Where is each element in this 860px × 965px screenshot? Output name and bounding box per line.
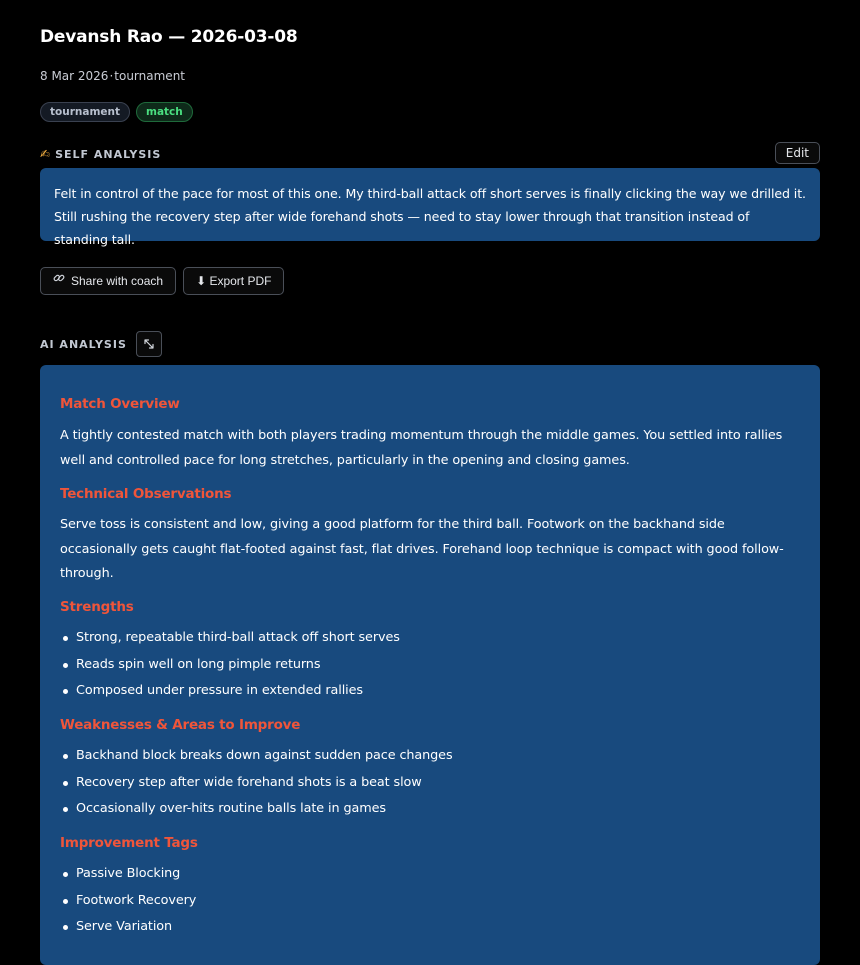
technical-observations-heading: Technical Observations — [60, 486, 232, 502]
list-item: Passive Blocking — [76, 861, 196, 888]
improvement-tags-list — [60, 861, 196, 941]
list-item: Backhand block breaks down against sudden pace changes — [76, 743, 453, 770]
page-title: Devansh Rao — 2026-03-08 — [40, 27, 298, 47]
share-label: Share with coach — [71, 274, 164, 288]
ai-analysis-header — [40, 331, 162, 357]
weaknesses-list — [60, 743, 453, 823]
self-analysis-text: Felt in control of the pace for most of this one. My third-ball attack off short serves is finally clicking the way we drilled it. Still rushing the recovery step after wide forehand shots — need to stay lower through that transition instead of standing tall. — [40, 168, 820, 241]
list-item: Recovery step after wide forehand shots is a beat slow — [76, 770, 453, 797]
ai-analysis-panel — [40, 365, 820, 965]
action-bar — [40, 267, 284, 295]
list-item: Occasionally over-hits routine balls late in games — [76, 796, 453, 823]
expand-icon — [143, 338, 155, 350]
tag-tournament: tournament — [40, 102, 130, 122]
expand-button[interactable] — [136, 331, 162, 357]
strengths-list — [60, 625, 400, 705]
list-item: Reads spin well on long pimple returns — [76, 652, 400, 679]
ai-analysis-label: AI ANALYSIS — [40, 337, 127, 351]
weaknesses-heading: Weaknesses & Areas to Improve — [60, 717, 301, 733]
self-analysis-header — [40, 145, 820, 167]
writing-hand-icon: ✍ — [40, 147, 51, 161]
session-type: tournament — [114, 69, 185, 83]
tag-list — [40, 102, 193, 122]
list-item: Footwork Recovery — [76, 888, 196, 915]
self-analysis-label: SELF ANALYSIS — [55, 147, 162, 161]
export-pdf-button[interactable] — [183, 267, 284, 295]
edit-button[interactable]: Edit — [775, 142, 820, 164]
match-overview-text: A tightly contested match with both players trading momentum through the middle games. You settled into rallies well and controlled pace for long stretches, particularly in the opening and closing games. — [60, 428, 783, 468]
session-meta — [40, 69, 185, 83]
list-item: Composed under pressure in extended rallies — [76, 678, 400, 705]
link-icon — [53, 268, 65, 294]
session-date: 8 Mar 2026 — [40, 69, 109, 83]
list-item: Serve Variation — [76, 914, 196, 941]
export-label: ⬇ Export PDF — [196, 274, 272, 288]
match-overview-heading: Match Overview — [60, 396, 180, 412]
improvement-tags-heading: Improvement Tags — [60, 835, 198, 851]
tag-match: match — [136, 102, 193, 122]
strengths-heading: Strengths — [60, 599, 134, 615]
share-with-coach-button[interactable] — [40, 267, 176, 295]
technical-observations-text: Serve toss is consistent and low, giving a good platform for the third ball. Footwork on the backhand side occasionally gets caught flat-footed against fast, flat drives. Forehand loop technique is compact with good follow-through. — [60, 517, 784, 581]
meta-separator: · — [109, 69, 114, 83]
list-item: Strong, repeatable third-ball attack off short serves — [76, 625, 400, 652]
